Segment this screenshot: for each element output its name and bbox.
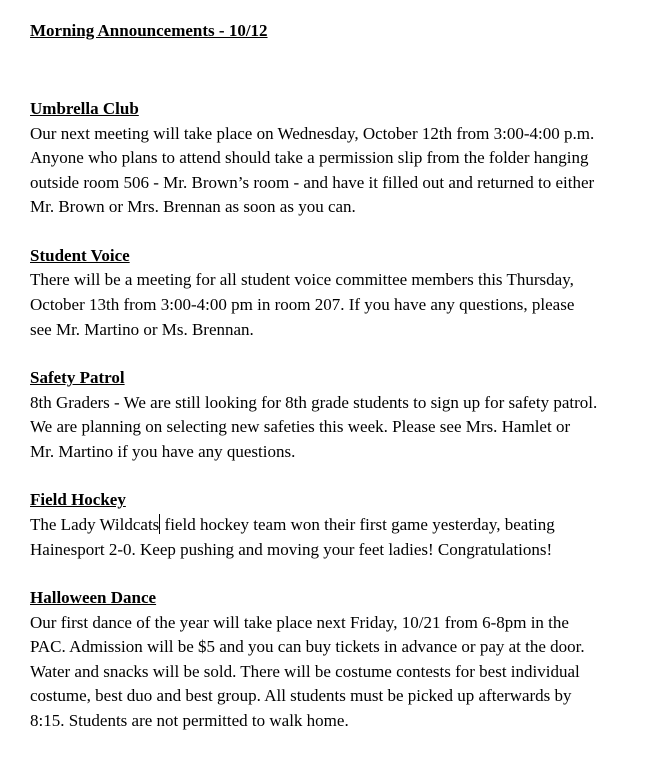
section-body <box>30 122 660 220</box>
body-line: 8:15. Students are not permitted to walk home. <box>30 711 349 730</box>
body-line: see Mr. Martino or Ms. Brennan. <box>30 319 254 339</box>
body-line: Mr. Brown or Mrs. Brennan as soon as you can. <box>30 197 356 217</box>
section-body <box>30 611 660 734</box>
body-line: There will be a meeting for all student voice committee members this Thursday, <box>30 270 574 290</box>
body-text-before-cursor: The Lady Wildcats <box>30 514 160 534</box>
section-heading: Student Voice <box>30 245 130 265</box>
body-line: Mr. Martino if you have any questions. <box>30 441 296 461</box>
body-line <box>30 513 660 538</box>
section-halloween-dance <box>30 586 660 733</box>
document-title: Morning Announcements - 10/12 <box>30 21 268 40</box>
body-line: Anyone who plans to attend should take a permission slip from the folder hanging <box>30 148 589 168</box>
section-heading: Halloween Dance <box>30 588 157 608</box>
section-student-voice <box>30 244 660 342</box>
body-line: costume, best duo and best group. All students must be picked up afterwards by <box>30 686 572 706</box>
section-body <box>30 391 660 465</box>
body-line: Hainesport 2-0. Keep pushing and moving your feet ladies! Congratulations! <box>30 539 553 559</box>
section-umbrella-club <box>30 97 660 220</box>
body-line: Our next meeting will take place on Wednesday, October 12th from 3:00-4:00 p.m. <box>30 123 595 143</box>
section-body <box>30 513 660 562</box>
body-line: Our first dance of the year will take place next Friday, 10/21 from 6-8pm in the <box>30 612 569 632</box>
body-text-after-cursor: field hockey team won their first game yesterday, beating <box>160 514 555 534</box>
section-body <box>30 268 660 342</box>
section-heading: Safety Patrol <box>30 368 125 388</box>
body-line: October 13th from 3:00-4:00 pm in room 207. If you have any questions, please <box>30 294 575 314</box>
body-line: PAC. Admission will be $5 and you can buy tickets in advance or pay at the door. <box>30 637 585 657</box>
body-line: Water and snacks will be sold. There will be costume contests for best individual <box>30 661 580 681</box>
section-safety-patrol <box>30 366 660 464</box>
body-line: 8th Graders - We are still looking for 8th grade students to sign up for safety patrol. <box>30 392 598 412</box>
body-line: We are planning on selecting new safeties this week. Please see Mrs. Hamlet or <box>30 417 571 437</box>
section-field-hockey <box>30 488 660 562</box>
blank-lines <box>30 43 660 97</box>
section-heading: Umbrella Club <box>30 99 139 118</box>
document-page[interactable] <box>30 19 660 758</box>
body-line: outside room 506 - Mr. Brown’s room - and have it filled out and returned to either <box>30 172 595 192</box>
section-heading: Field Hockey <box>30 490 126 510</box>
